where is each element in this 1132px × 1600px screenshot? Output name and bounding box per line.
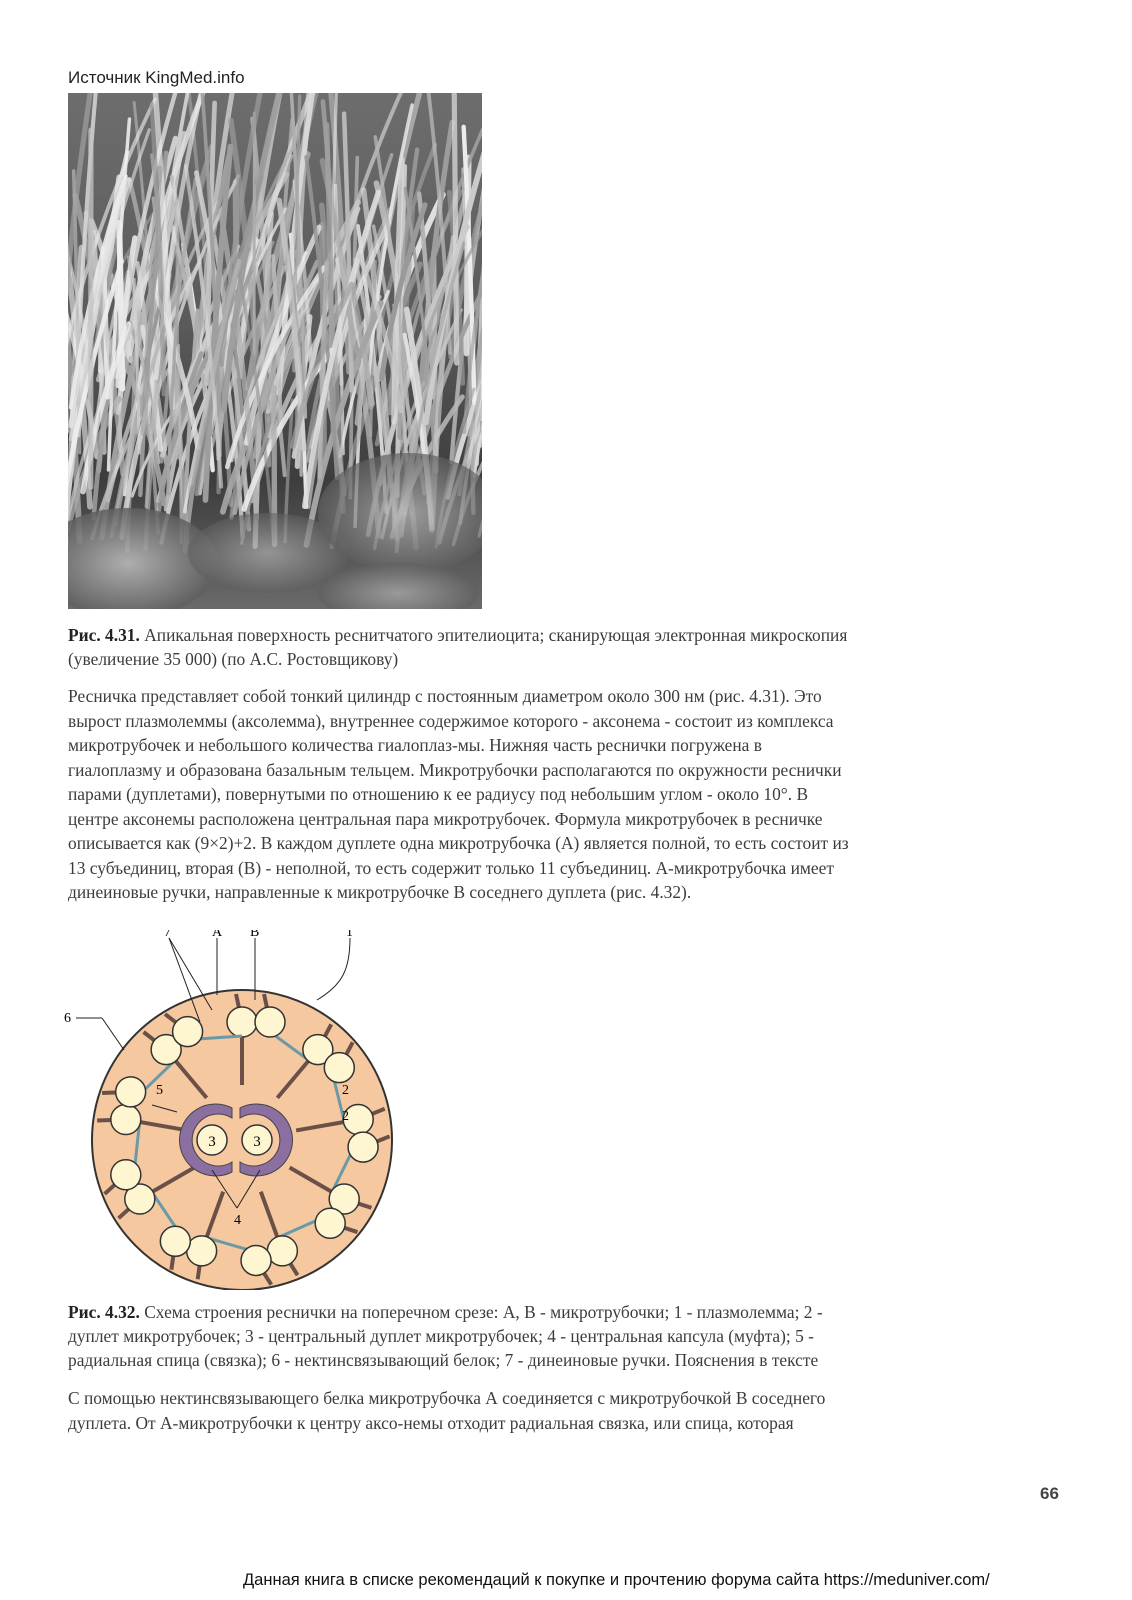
text-line: С помощью нектинсвязывающего белка микротрубочка А соединяется с микротрубочкой В соседнего [68, 1388, 826, 1408]
caption-line: дуплет микротрубочек; 3 - центральный дуплет микротрубочек; 4 - центральная капсула (муфта); 5 - [68, 1326, 814, 1346]
text-line: микротрубочек и небольшого количества гиалоплаз-мы. Нижняя часть реснички погружена в [68, 735, 762, 755]
a-tubule [187, 1236, 217, 1266]
text-line: центре аксонемы расположена центральная пара микротрубочек. Формула микротрубочек в ресничке [68, 808, 823, 829]
text-line: вырост плазмолеммы (аксолемма), внутреннее содержимое которого - аксонема - состоит из комплекса [68, 710, 834, 731]
page-number: 66 [1040, 1484, 1059, 1503]
label-a: A [212, 930, 223, 940]
b-tubule [111, 1160, 141, 1190]
text-line: описывается как (9×2)+2. В каждом дуплете одна микротрубочка (А) является полной, то есть состоит из [68, 833, 849, 853]
footer-note: Данная книга в списке рекомендаций к покупке и прочтению форума сайта https://meduniver.com/ [243, 1571, 990, 1589]
text-line: парами (дуплетами), повернутыми по отношению к ее радиусу под небольшим углом - около 10°. В [68, 784, 809, 804]
caption-label: Рис. 4.31. [68, 625, 140, 645]
label-3a: 3 [208, 1134, 216, 1150]
text-line: дуплета. От А-микротрубочки к центру аксо-немы отходит радиальная связка, или спица, которая [68, 1412, 794, 1433]
label-1: 1 [346, 930, 353, 940]
sem-micrograph-drawing [68, 93, 482, 609]
paragraph-nexin [68, 1386, 1068, 1435]
label-b: B [250, 930, 260, 940]
label-3b: 3 [253, 1134, 261, 1150]
label-4: 4 [234, 1213, 241, 1228]
sem-micrograph-image [68, 93, 482, 609]
a-tubule [111, 1105, 141, 1135]
label-5: 5 [156, 1083, 163, 1098]
figure-4-32-caption [68, 1300, 1068, 1372]
a-tubule [267, 1236, 297, 1266]
cilium-strand [454, 94, 456, 363]
b-tubule [324, 1053, 354, 1083]
a-tubule [227, 1007, 257, 1037]
text-line: Ресничка представляет собой тонкий цилиндр с постоянным диаметром около 300 нм (рис. 4.31). Это [68, 686, 822, 706]
figure-4-31-caption [68, 623, 1068, 671]
caption-line: Схема строения реснички на поперечном срезе: А, В - микротрубочки; 1 - плазмолемма; 2 - [144, 1302, 823, 1322]
text-line: гиалоплазму и образована базальным тельцем. Микротрубочки располагаются по окружности реснички [68, 759, 842, 780]
b-tubule [348, 1132, 378, 1162]
caption-line: радиальная спица (связка); 6 - нектинсвязывающий белок; 7 - динеиновые ручки. Пояснения в тексте [68, 1350, 819, 1370]
b-tubule [241, 1245, 271, 1275]
label-7: 7 [164, 930, 171, 940]
b-tubule [255, 1007, 285, 1037]
b-tubule [315, 1208, 345, 1238]
text-line: динеиновые ручки, направленные к микротрубочке В соседнего дуплета (рис. 4.32). [68, 882, 692, 902]
b-tubule [173, 1017, 203, 1047]
source-header: Источник KingMed.info [68, 68, 245, 87]
b-tubule [116, 1077, 146, 1107]
axoneme-svg [62, 930, 422, 1290]
b-tubule [160, 1226, 190, 1256]
caption-text-2: (увеличение 35 000) (по А.С. Ростовщикову) [68, 649, 399, 669]
caption-label: Рис. 4.32. [68, 1302, 140, 1322]
axoneme-diagram [62, 930, 422, 1290]
text-line: 13 субъединиц, вторая (В) - неполной, то есть содержит только 11 субъединиц. А-микротрубочка имеет [68, 857, 834, 878]
label-2a: 2 [342, 1083, 349, 1098]
caption-text: Апикальная поверхность реснитчатого эпителиоцита; сканирующая электронная микроскопия [144, 625, 848, 645]
label-6: 6 [64, 1011, 71, 1026]
label-2b: 2 [342, 1109, 349, 1124]
paragraph-cilium-structure [68, 684, 1068, 905]
